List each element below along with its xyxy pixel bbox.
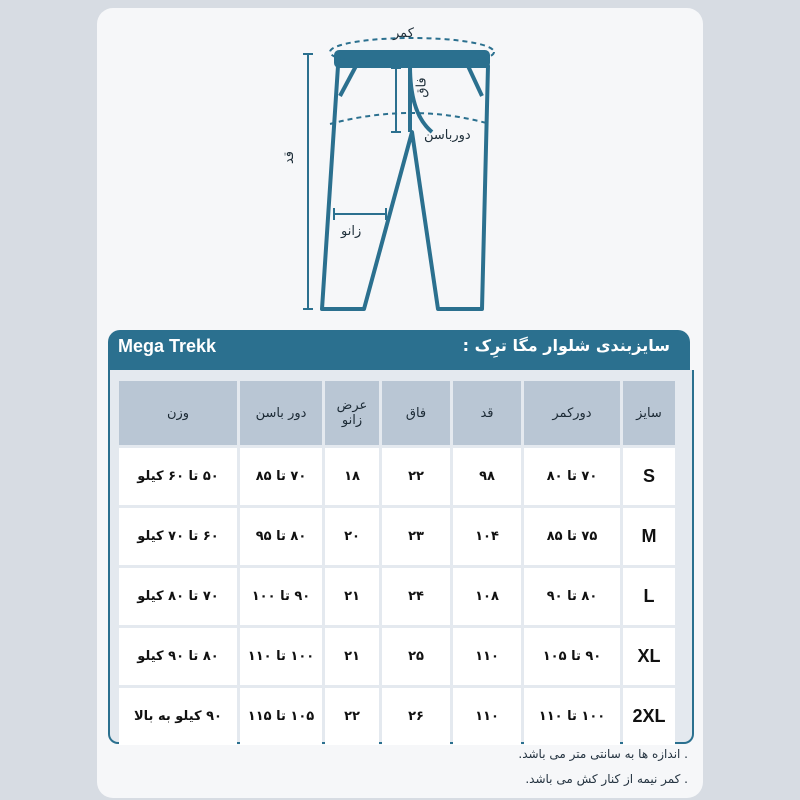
table-row — [119, 688, 675, 745]
chart-title: سایزبندی شلوار مگا ترِک : — [462, 336, 670, 355]
cell-hip: ۱۰۵ تا ۱۱۵ — [240, 688, 322, 745]
cell-knee: ۲۱ — [325, 628, 379, 685]
cell-waist: ۹۰ تا ۱۰۵ — [524, 628, 620, 685]
size-table-panel — [108, 370, 694, 744]
rise-label: فاق — [414, 77, 430, 98]
note-waist: . کمر نیمه از کنار کش می باشد. — [525, 772, 688, 786]
cell-waist: ۷۵ تا ۸۵ — [524, 508, 620, 565]
chart-header — [108, 330, 690, 370]
cell-rise: ۲۳ — [382, 508, 450, 565]
cell-weight: ۵۰ تا ۶۰ کیلو — [119, 448, 237, 505]
header-length: قد — [453, 381, 521, 445]
cell-rise: ۲۲ — [382, 448, 450, 505]
cell-size: XL — [623, 628, 675, 685]
cell-knee: ۲۲ — [325, 688, 379, 745]
header-rise: فاق — [382, 381, 450, 445]
pants-icon — [260, 14, 500, 319]
cell-rise: ۲۶ — [382, 688, 450, 745]
brand-name: Mega Trekk — [118, 336, 217, 356]
header-hip: دور باسن — [240, 381, 322, 445]
knee-label: زانو — [341, 224, 362, 239]
cell-waist: ۱۰۰ تا ۱۱۰ — [524, 688, 620, 745]
cell-waist: ۷۰ تا ۸۰ — [524, 448, 620, 505]
cell-size: L — [623, 568, 675, 625]
size-table — [116, 378, 678, 748]
cell-hip: ۸۰ تا ۹۵ — [240, 508, 322, 565]
length-label: قد — [282, 150, 298, 165]
cell-rise: ۲۴ — [382, 568, 450, 625]
table-row — [119, 448, 675, 505]
notes — [518, 742, 688, 792]
pants-diagram — [260, 14, 500, 319]
cell-size: S — [623, 448, 675, 505]
cell-weight: ۹۰ کیلو به بالا — [119, 688, 237, 745]
cell-length: ۹۸ — [453, 448, 521, 505]
cell-hip: ۷۰ تا ۸۵ — [240, 448, 322, 505]
cell-weight: ۸۰ تا ۹۰ کیلو — [119, 628, 237, 685]
cell-length: ۱۰۸ — [453, 568, 521, 625]
table-row — [119, 628, 675, 685]
table-header-row — [119, 381, 675, 445]
cell-waist: ۸۰ تا ۹۰ — [524, 568, 620, 625]
cell-length: ۱۱۰ — [453, 688, 521, 745]
cell-weight: ۷۰ تا ۸۰ کیلو — [119, 568, 237, 625]
header-size: سایز — [623, 381, 675, 445]
cell-length: ۱۰۴ — [453, 508, 521, 565]
table-row — [119, 508, 675, 565]
cell-length: ۱۱۰ — [453, 628, 521, 685]
header-weight: وزن — [119, 381, 237, 445]
cell-hip: ۹۰ تا ۱۰۰ — [240, 568, 322, 625]
cell-knee: ۱۸ — [325, 448, 379, 505]
cell-hip: ۱۰۰ تا ۱۱۰ — [240, 628, 322, 685]
hip-label: دورباسن — [424, 128, 471, 143]
cell-size: M — [623, 508, 675, 565]
note-units: . اندازه ها به سانتی متر می باشد. — [518, 747, 688, 761]
cell-knee: ۲۰ — [325, 508, 379, 565]
header-waist: دورکمر — [524, 381, 620, 445]
table-row — [119, 568, 675, 625]
cell-knee: ۲۱ — [325, 568, 379, 625]
cell-rise: ۲۵ — [382, 628, 450, 685]
header-knee: عرض زانو — [325, 381, 379, 445]
cell-size: 2XL — [623, 688, 675, 745]
cell-weight: ۶۰ تا ۷۰ کیلو — [119, 508, 237, 565]
waist-label: کمر — [393, 26, 414, 41]
